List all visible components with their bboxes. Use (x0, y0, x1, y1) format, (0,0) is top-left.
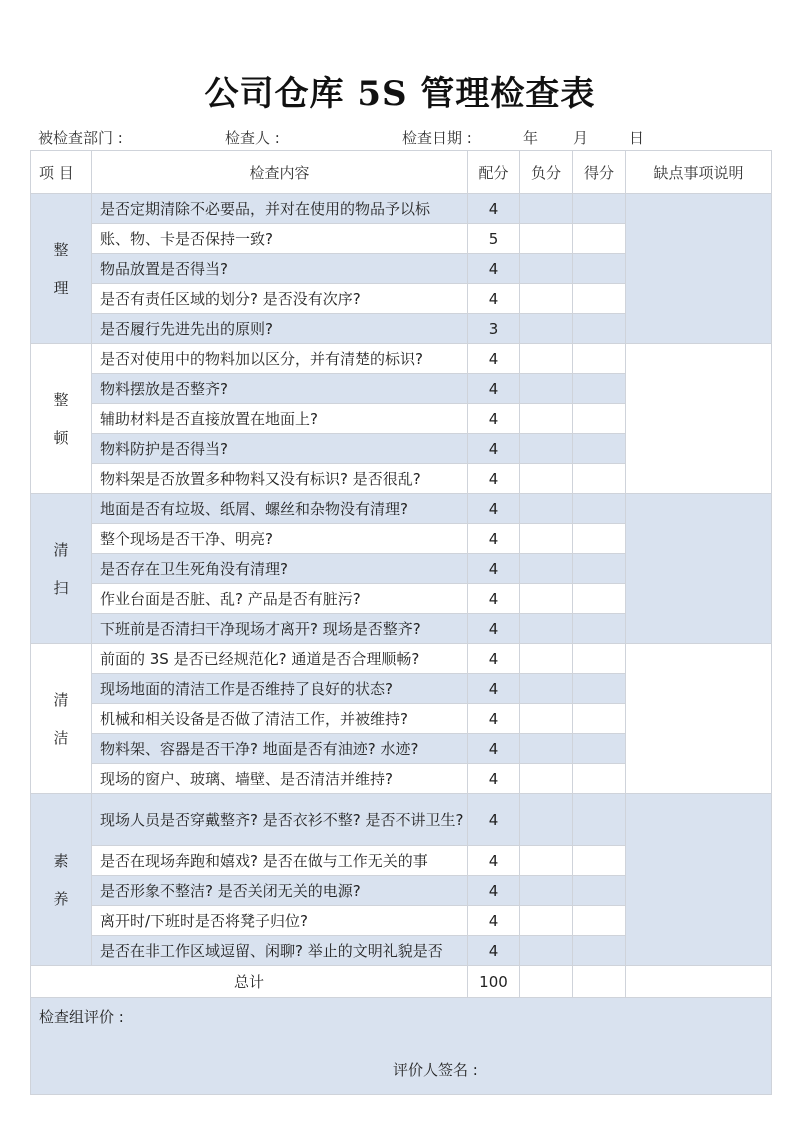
header-score: 得分 (573, 151, 626, 194)
points-cell: 4 (468, 704, 520, 734)
question-cell: 是否存在卫生死角没有清理? (92, 554, 468, 584)
points-cell: 3 (468, 314, 520, 344)
table-row (31, 644, 772, 674)
score-cell[interactable] (573, 936, 626, 966)
category-char: 整 (53, 390, 69, 409)
category-char: 理 (53, 278, 69, 297)
deduction-cell[interactable] (520, 674, 573, 704)
category-char: 扫 (53, 578, 69, 597)
points-cell: 4 (468, 374, 520, 404)
points-cell: 4 (468, 644, 520, 674)
score-cell[interactable] (573, 314, 626, 344)
score-cell[interactable] (573, 644, 626, 674)
deduction-cell[interactable] (520, 344, 573, 374)
table-row (31, 794, 772, 846)
question-cell: 现场地面的清洁工作是否维持了良好的状态? (92, 674, 468, 704)
deduction-cell[interactable] (520, 614, 573, 644)
deduction-cell[interactable] (520, 254, 573, 284)
total-label: 总计 (31, 966, 468, 998)
total-remarks-cell[interactable] (626, 966, 772, 998)
header-remarks: 缺点事项说明 (626, 151, 772, 194)
score-cell[interactable] (573, 734, 626, 764)
category-cell (31, 644, 92, 794)
points-cell: 4 (468, 434, 520, 464)
score-cell[interactable] (573, 764, 626, 794)
header-deduction: 负分 (520, 151, 573, 194)
score-cell[interactable] (573, 404, 626, 434)
question-cell: 物料防护是否得当? (92, 434, 468, 464)
deduction-cell[interactable] (520, 404, 573, 434)
month-label: 月 (573, 129, 589, 147)
remarks-cell[interactable] (626, 494, 772, 644)
points-cell: 4 (468, 936, 520, 966)
header-row (31, 151, 772, 194)
category-char: 清 (53, 690, 69, 709)
question-cell: 机械和相关设备是否做了清洁工作，并被维持? (92, 704, 468, 734)
points-cell: 4 (468, 584, 520, 614)
deduction-cell[interactable] (520, 906, 573, 936)
category-cell (31, 494, 92, 644)
question-cell: 离开时/下班时是否将凳子归位? (92, 906, 468, 936)
question-cell: 作业台面是否脏、乱? 产品是否有脏污? (92, 584, 468, 614)
question-cell: 前面的 3S 是否已经规范化? 通道是否合理顺畅? (92, 644, 468, 674)
evaluation-label: 检查组评价 : (39, 1008, 124, 1026)
score-cell[interactable] (573, 344, 626, 374)
deduction-cell[interactable] (520, 194, 573, 224)
deduction-cell[interactable] (520, 936, 573, 966)
category-char: 养 (53, 889, 69, 908)
points-cell: 4 (468, 344, 520, 374)
score-cell[interactable] (573, 674, 626, 704)
score-cell[interactable] (573, 284, 626, 314)
total-row (31, 966, 772, 998)
category-char: 素 (53, 851, 69, 870)
points-cell: 4 (468, 846, 520, 876)
day-label: 日 (629, 129, 645, 147)
header-content: 检查内容 (92, 151, 468, 194)
score-cell[interactable] (573, 846, 626, 876)
score-cell[interactable] (573, 254, 626, 284)
remarks-cell[interactable] (626, 794, 772, 966)
category-cell (31, 194, 92, 344)
score-cell[interactable] (573, 464, 626, 494)
category-cell (31, 794, 92, 966)
score-cell[interactable] (573, 374, 626, 404)
points-cell: 4 (468, 254, 520, 284)
points-cell: 4 (468, 764, 520, 794)
category-char: 顿 (53, 428, 69, 447)
remarks-cell[interactable] (626, 644, 772, 794)
deduction-cell[interactable] (520, 464, 573, 494)
remarks-cell[interactable] (626, 344, 772, 494)
question-cell: 物料架是否放置多种物料又没有标识? 是否很乱? (92, 464, 468, 494)
score-cell[interactable] (573, 614, 626, 644)
question-cell: 现场人员是否穿戴整齐? 是否衣衫不整? 是否不讲卫生? (92, 794, 468, 846)
question-cell: 下班前是否清扫干净现场才离开? 现场是否整齐? (92, 614, 468, 644)
category-char: 洁 (53, 728, 69, 747)
score-cell[interactable] (573, 554, 626, 584)
table-row (31, 194, 772, 224)
question-cell: 是否有责任区域的划分? 是否没有次序? (92, 284, 468, 314)
score-cell[interactable] (573, 524, 626, 554)
question-cell: 现场的窗户、玻璃、墙壁、是否清洁并维持? (92, 764, 468, 794)
table-row (31, 344, 772, 374)
deduction-cell[interactable] (520, 554, 573, 584)
points-cell: 5 (468, 224, 520, 254)
points-cell: 4 (468, 494, 520, 524)
evaluation-row (31, 998, 772, 1095)
date-label: 检查日期 : (402, 129, 472, 147)
deduction-cell[interactable] (520, 846, 573, 876)
points-cell: 4 (468, 734, 520, 764)
points-cell: 4 (468, 554, 520, 584)
total-score-cell[interactable] (573, 966, 626, 998)
inspection-table (30, 150, 772, 1095)
points-cell: 4 (468, 794, 520, 846)
score-cell[interactable] (573, 704, 626, 734)
score-cell[interactable] (573, 494, 626, 524)
points-cell: 4 (468, 524, 520, 554)
signature-label: 评价人签名 : (393, 1061, 478, 1079)
header-allotted: 配分 (468, 151, 520, 194)
deduction-cell[interactable] (520, 794, 573, 846)
deduction-cell[interactable] (520, 224, 573, 254)
question-cell: 是否履行先进先出的原则? (92, 314, 468, 344)
score-cell[interactable] (573, 194, 626, 224)
category-char: 清 (53, 540, 69, 559)
question-cell: 是否在非工作区域逗留、闲聊? 举止的文明礼貌是否 (92, 936, 468, 966)
question-cell: 账、物、卡是否保持一致? (92, 224, 468, 254)
total-deduction-cell[interactable] (520, 966, 573, 998)
page-title: 公司仓库 5S 管理检查表 (204, 74, 596, 114)
header-item: 项 目 (31, 151, 92, 194)
points-cell: 4 (468, 194, 520, 224)
department-label: 被检查部门 : (38, 129, 123, 147)
deduction-cell[interactable] (520, 876, 573, 906)
inspector-label: 检查人 : (225, 129, 280, 147)
category-char: 整 (53, 240, 69, 259)
deduction-cell[interactable] (520, 734, 573, 764)
deduction-cell[interactable] (520, 434, 573, 464)
question-cell: 是否在现场奔跑和嬉戏? 是否在做与工作无关的事 (92, 846, 468, 876)
deduction-cell[interactable] (520, 764, 573, 794)
deduction-cell[interactable] (520, 314, 573, 344)
points-cell: 4 (468, 614, 520, 644)
deduction-cell[interactable] (520, 644, 573, 674)
score-cell[interactable] (573, 584, 626, 614)
score-cell[interactable] (573, 224, 626, 254)
remarks-cell[interactable] (626, 194, 772, 344)
score-cell[interactable] (573, 906, 626, 936)
question-cell: 物料摆放是否整齐? (92, 374, 468, 404)
deduction-cell[interactable] (520, 584, 573, 614)
question-cell: 辅助材料是否直接放置在地面上? (92, 404, 468, 434)
score-cell[interactable] (573, 876, 626, 906)
points-cell: 4 (468, 876, 520, 906)
category-cell (31, 344, 92, 494)
points-cell: 4 (468, 674, 520, 704)
evaluation-cell[interactable] (31, 998, 772, 1095)
points-cell: 4 (468, 906, 520, 936)
table-row (31, 494, 772, 524)
question-cell: 物品放置是否得当? (92, 254, 468, 284)
question-cell: 是否形象不整洁? 是否关闭无关的电源? (92, 876, 468, 906)
score-cell[interactable] (573, 434, 626, 464)
score-cell[interactable] (573, 794, 626, 846)
deduction-cell[interactable] (520, 494, 573, 524)
deduction-cell[interactable] (520, 524, 573, 554)
deduction-cell[interactable] (520, 704, 573, 734)
points-cell: 4 (468, 404, 520, 434)
question-cell: 是否对使用中的物料加以区分，并有清楚的标识? (92, 344, 468, 374)
question-cell: 物料架、容器是否干净? 地面是否有油迹? 水迹? (92, 734, 468, 764)
points-cell: 4 (468, 284, 520, 314)
question-cell: 整个现场是否干净、明亮? (92, 524, 468, 554)
deduction-cell[interactable] (520, 374, 573, 404)
question-cell: 是否定期清除不必要品，并对在使用的物品予以标 (92, 194, 468, 224)
points-cell: 4 (468, 464, 520, 494)
total-points: 100 (468, 966, 520, 998)
deduction-cell[interactable] (520, 284, 573, 314)
year-label: 年 (523, 129, 539, 147)
question-cell: 地面是否有垃圾、纸屑、螺丝和杂物没有清理? (92, 494, 468, 524)
